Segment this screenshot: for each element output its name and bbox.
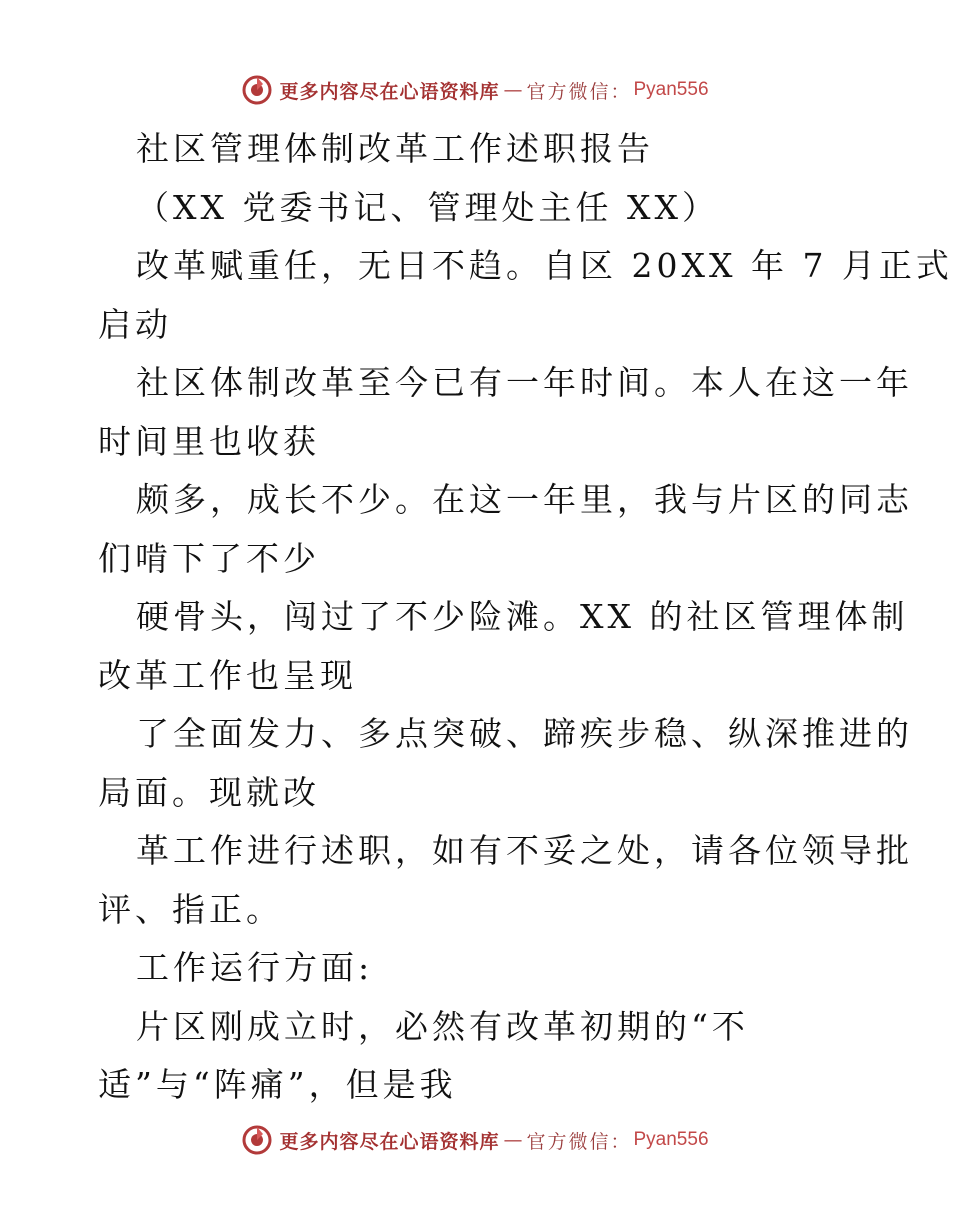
document-title: 社区管理体制改革工作述职报告 (136, 129, 654, 168)
document-body (98, 120, 953, 1115)
watermark-account: Pyan556 (633, 79, 709, 100)
text-line: 了全面发力、多点突破、蹄疾步稳、纵深推进的 (136, 714, 913, 753)
footer-watermark (0, 1120, 950, 1160)
logo-icon (241, 1124, 273, 1156)
watermark-label: 官方微信： (526, 1130, 632, 1153)
section-heading: 工作运行方面: (136, 948, 374, 987)
header-watermark (0, 70, 950, 110)
text-line: 适”与“阵痛”，但是我 (98, 1065, 457, 1104)
text-line: 革工作进行述职，如有不妥之处，请各位领导批 (136, 831, 913, 870)
text-line: 评、指正。 (98, 889, 283, 929)
text-line: 社区体制改革至今已有一年时间。本人在这一年 (136, 363, 913, 402)
text-line: 局面。现就改 (98, 772, 320, 812)
watermark-dash: — (503, 79, 523, 101)
text-line: 启动 (98, 304, 172, 344)
logo-icon (241, 74, 273, 106)
watermark-account: Pyan556 (633, 1129, 709, 1150)
text-line: 硬骨头，闯过了不少险滩。XX 的社区管理体制 (136, 597, 909, 636)
watermark-brand: 更多内容尽在心语资料库 (279, 1130, 500, 1153)
watermark-brand: 更多内容尽在心语资料库 (279, 80, 500, 103)
text-line: 时间里也收获 (98, 421, 320, 461)
watermark-label: 官方微信： (526, 80, 632, 103)
text-line: 改革工作也呈现 (98, 655, 357, 695)
text-line: 颇多，成长不少。在这一年里，我与片区的同志 (136, 480, 913, 519)
text-line: 改革赋重任，无日不趋。自区 20XX 年 7 月正式 (136, 246, 953, 285)
watermark-dash: — (503, 1129, 523, 1151)
text-line: 片区刚成立时，必然有改革初期的“不 (136, 1006, 749, 1046)
text-line: 们啃下了不少 (98, 538, 320, 578)
document-subtitle: （XX 党委书记、管理处主任 XX） (136, 187, 719, 227)
